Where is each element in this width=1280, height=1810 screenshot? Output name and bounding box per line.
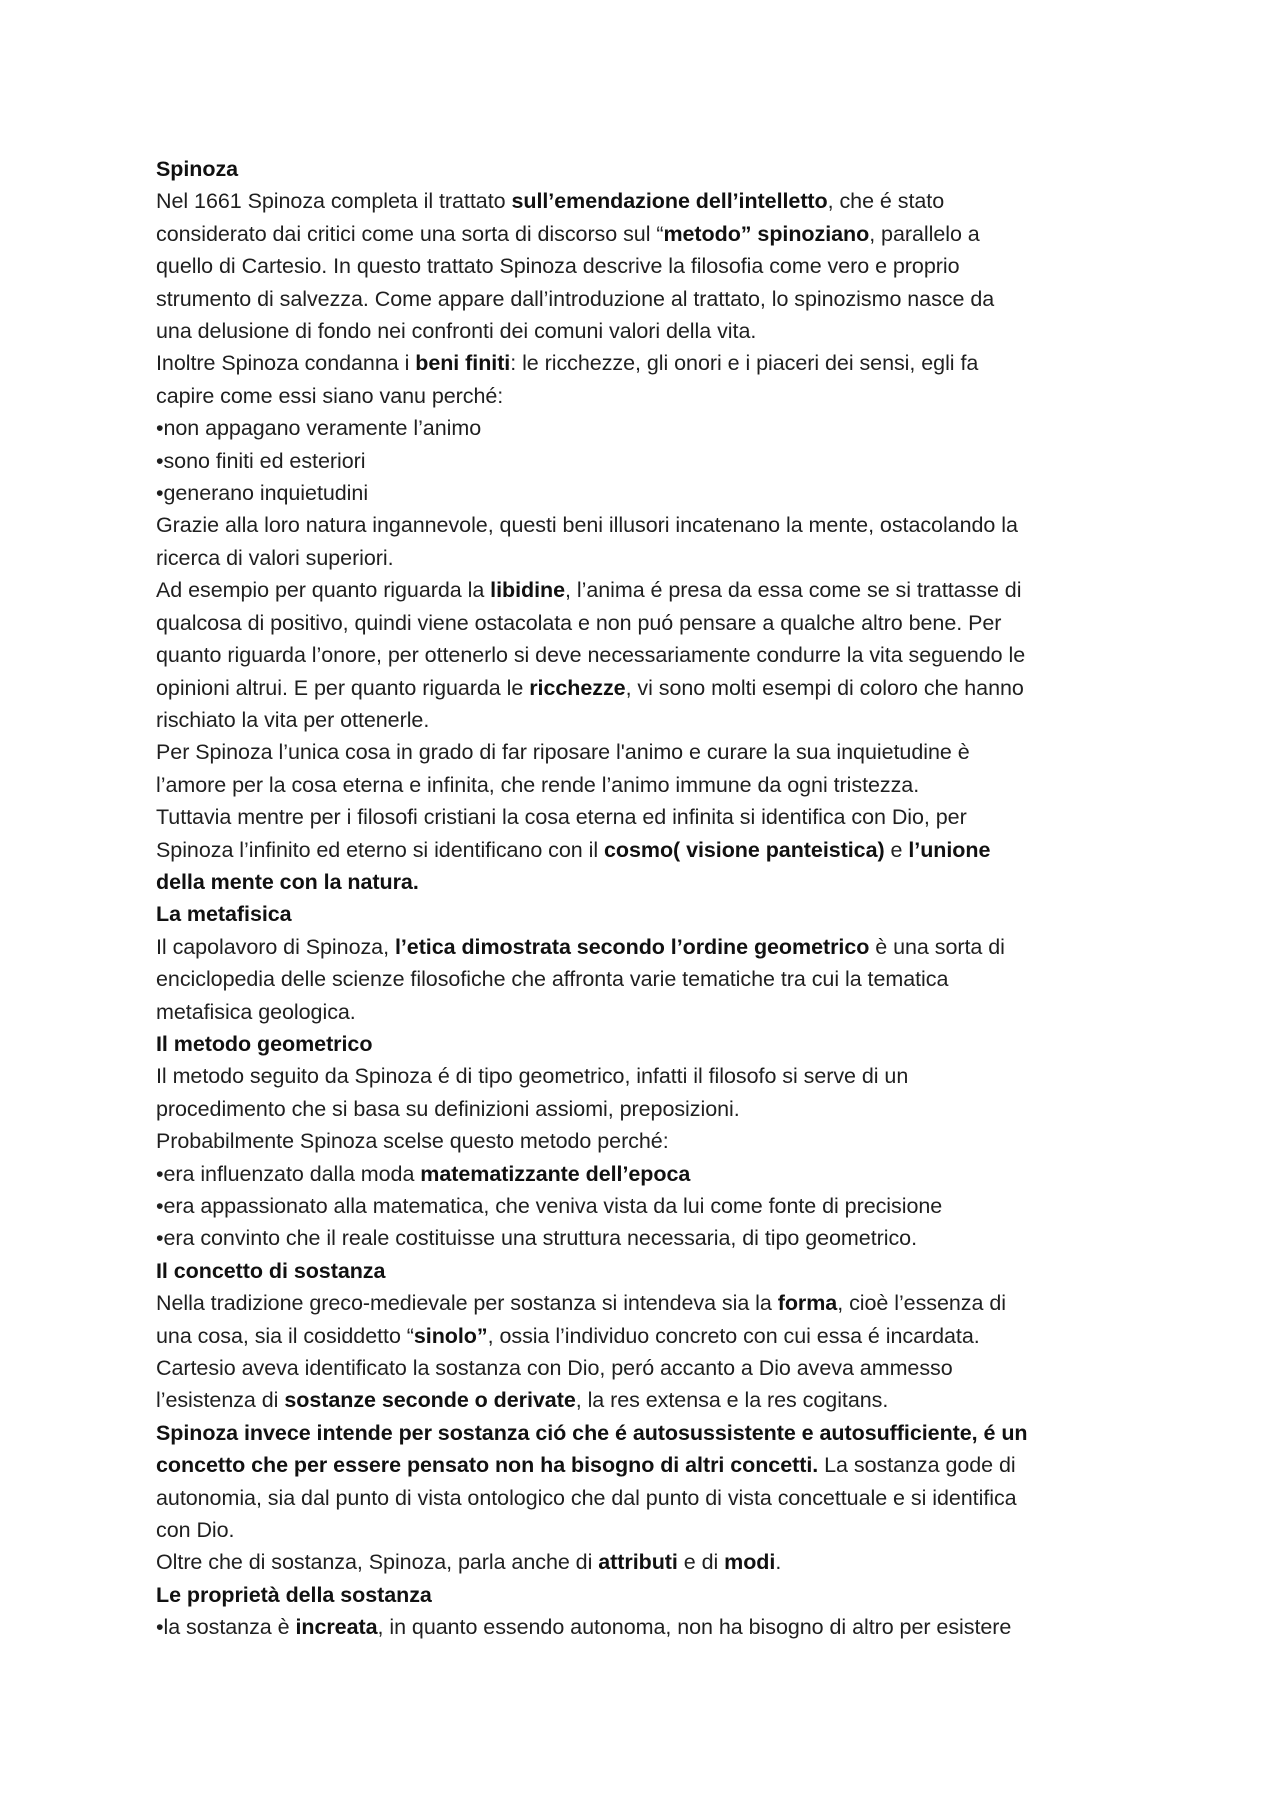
text-span: , in quanto essendo autonoma, non ha bisogno di altro per esistere (377, 1615, 1012, 1640)
text-span: Oltre che di sostanza, Spinoza, parla anche di (156, 1550, 599, 1575)
text-line (156, 639, 1136, 671)
text-line (156, 542, 1136, 574)
text-span: Inoltre Spinoza condanna i (156, 351, 416, 376)
text-span: quanto riguarda l’onore, per ottenerlo si deve necessariamente condurre la vita seguendo le (156, 643, 1026, 668)
bold-text: Le proprietà della sostanza (156, 1582, 432, 1607)
text-line (156, 931, 1136, 963)
text-span: Cartesio aveva identificato la sostanza con Dio, peró accanto a Dio aveva ammesso (156, 1356, 953, 1381)
text-span: •era influenzato dalla moda (156, 1161, 421, 1186)
section-heading (156, 1579, 1136, 1611)
bold-text: metodo” spinoziano (663, 221, 870, 246)
text-line (156, 477, 1136, 509)
text-line (156, 315, 1136, 347)
text-line (156, 1093, 1136, 1125)
text-line (156, 1546, 1136, 1578)
text-span: , cioè l’essenza di (837, 1291, 1006, 1316)
bold-text: libidine (490, 578, 566, 603)
text-line (156, 1449, 1136, 1481)
text-line (156, 1060, 1136, 1092)
text-span: La sostanza gode di (818, 1453, 1016, 1478)
section-heading (156, 153, 1136, 185)
bold-text: beni finiti (415, 351, 511, 376)
text-line (156, 509, 1136, 541)
text-line (156, 1482, 1136, 1514)
text-line (156, 1611, 1136, 1643)
bold-text: La metafisica (156, 902, 292, 927)
text-span: rischiato la vita per ottenerle. (156, 707, 430, 732)
text-span: Tuttavia mentre per i filosofi cristiani la cosa eterna ed infinita si identifica con Dio, per (156, 805, 967, 830)
text-span: , vi sono molti esempi di coloro che hanno (625, 675, 1024, 700)
text-line (156, 1222, 1136, 1254)
text-span: : le ricchezze, gli onori e i piaceri dei sensi, egli fa (510, 351, 979, 376)
text-span: •era convinto che il reale costituisse una struttura necessaria, di tipo geometrico. (156, 1226, 917, 1251)
text-span: una delusione di fondo nei confronti dei comuni valori della vita. (156, 319, 757, 344)
text-span: enciclopedia delle scienze filosofiche che affronta varie tematiche tra cui la tematica (156, 967, 949, 992)
text-line (156, 445, 1136, 477)
text-span: quello di Cartesio. In questo trattato Spinoza descrive la filosofia come vero e proprio (156, 254, 960, 279)
section-heading (156, 1255, 1136, 1287)
text-line (156, 380, 1136, 412)
text-line (156, 1514, 1136, 1546)
text-line (156, 283, 1136, 315)
text-span: una cosa, sia il cosiddetto “ (156, 1323, 414, 1348)
text-line (156, 704, 1136, 736)
text-line (156, 185, 1136, 217)
text-line (156, 1320, 1136, 1352)
text-span: Nella tradizione greco-medievale per sostanza si intendeva sia la (156, 1291, 778, 1316)
text-span: •la sostanza è (156, 1615, 296, 1640)
text-span: . (775, 1550, 782, 1575)
document-page (156, 153, 1136, 1644)
text-span: è una sorta di (869, 934, 1005, 959)
bold-text: Il concetto di sostanza (156, 1258, 386, 1283)
bold-text: concetto che per essere pensato non ha bisogno di altri concetti. (156, 1453, 819, 1478)
text-span: , che é stato (827, 189, 945, 214)
text-line (156, 412, 1136, 444)
text-span: opinioni altrui. E per quanto riguarda le (156, 675, 530, 700)
bold-text: forma (777, 1291, 838, 1316)
text-span: Per Spinoza l’unica cosa in grado di far riposare l'animo e curare la sua inquietudine è (156, 740, 970, 765)
section-heading (156, 1028, 1136, 1060)
bold-text: sostanze seconde o derivate (284, 1388, 576, 1413)
text-line (156, 1190, 1136, 1222)
text-line (156, 347, 1136, 379)
text-line (156, 1287, 1136, 1319)
text-line (156, 1125, 1136, 1157)
text-span: ricerca di valori superiori. (156, 545, 394, 570)
text-line (156, 218, 1136, 250)
text-span: , l’anima é presa da essa come se si trattasse di (565, 578, 1022, 603)
text-line (156, 769, 1136, 801)
text-span: l’esistenza di (156, 1388, 285, 1413)
text-line (156, 672, 1136, 704)
text-span: con Dio. (156, 1518, 235, 1543)
text-span: strumento di salvezza. Come appare dall’introduzione al trattato, lo spinozismo nasce da (156, 286, 995, 311)
text-line (156, 574, 1136, 606)
text-span: Grazie alla loro natura ingannevole, questi beni illusori incatenano la mente, ostacolando la (156, 513, 1018, 538)
text-span: Probabilmente Spinoza scelse questo metodo perché: (156, 1129, 669, 1154)
text-span: , parallelo a (869, 221, 980, 246)
text-span: capire come essi siano vanu perché: (156, 383, 504, 408)
bold-text: increata (295, 1615, 378, 1640)
bold-text: cosmo( visione panteistica) (603, 837, 885, 862)
bold-text: della mente con la natura. (156, 869, 419, 894)
text-span: metafisica geologica. (156, 999, 356, 1024)
text-span: Il capolavoro di Spinoza, (156, 934, 395, 959)
bold-text: l’unione (908, 837, 991, 862)
bold-text: Spinoza (156, 157, 239, 181)
text-span: e (884, 837, 909, 862)
text-span: procedimento che si basa su definizioni assiomi, preposizioni. (156, 1096, 740, 1121)
text-span: e di (677, 1550, 725, 1575)
text-span: •non appagano veramente l’animo (156, 416, 482, 441)
text-line (156, 1158, 1136, 1190)
bold-text: ricchezze (529, 675, 626, 700)
text-span: , ossia l’individuo concreto con cui essa é incardata. (487, 1323, 980, 1348)
text-span: considerato dai critici come una sorta di discorso sul “ (156, 221, 664, 246)
text-span: l’amore per la cosa eterna e infinita, che rende l’animo immune da ogni tristezza. (156, 772, 920, 797)
text-line (156, 1384, 1136, 1416)
text-line (156, 736, 1136, 768)
bold-text: attributi (598, 1550, 678, 1575)
bold-text: sull’emendazione dell’intelletto (511, 189, 828, 214)
text-line (156, 996, 1136, 1028)
bold-text: modi (724, 1550, 776, 1575)
text-line (156, 1417, 1136, 1449)
text-span: •generano inquietudini (156, 481, 369, 506)
text-span: qualcosa di positivo, quindi viene ostacolata e non puó pensare a qualche altro bene. Per (156, 610, 1002, 635)
text-span: , la res extensa e la res cogitans. (575, 1388, 889, 1413)
text-span: •era appassionato alla matematica, che veniva vista da lui come fonte di precisione (156, 1194, 943, 1218)
section-heading (156, 898, 1136, 930)
bold-text: matematizzante dell’epoca (420, 1161, 691, 1186)
text-line (156, 607, 1136, 639)
text-span: •sono finiti ed esteriori (156, 448, 366, 473)
text-line (156, 834, 1136, 866)
bold-text: Il metodo geometrico (156, 1031, 373, 1056)
text-line (156, 866, 1136, 898)
text-span: Spinoza l’infinito ed eterno si identificano con il (156, 837, 604, 862)
bold-text: sinolo” (413, 1323, 488, 1348)
text-line (156, 250, 1136, 282)
text-line (156, 801, 1136, 833)
text-span: Ad esempio per quanto riguarda la (156, 578, 491, 603)
text-line (156, 1352, 1136, 1384)
text-span: Il metodo seguito da Spinoza é di tipo geometrico, infatti il filosofo si serve di un (156, 1064, 909, 1089)
text-span: Nel 1661 Spinoza completa il trattato (156, 189, 512, 214)
bold-text: Spinoza invece intende per sostanza ció che é autosussistente e autosufficiente, é un (156, 1420, 1028, 1445)
bold-text: l’etica dimostrata secondo l’ordine geometrico (394, 934, 870, 959)
text-span: autonomia, sia dal punto di vista ontologico che dal punto di vista concettuale e si identifica (156, 1485, 1017, 1510)
text-line (156, 963, 1136, 995)
